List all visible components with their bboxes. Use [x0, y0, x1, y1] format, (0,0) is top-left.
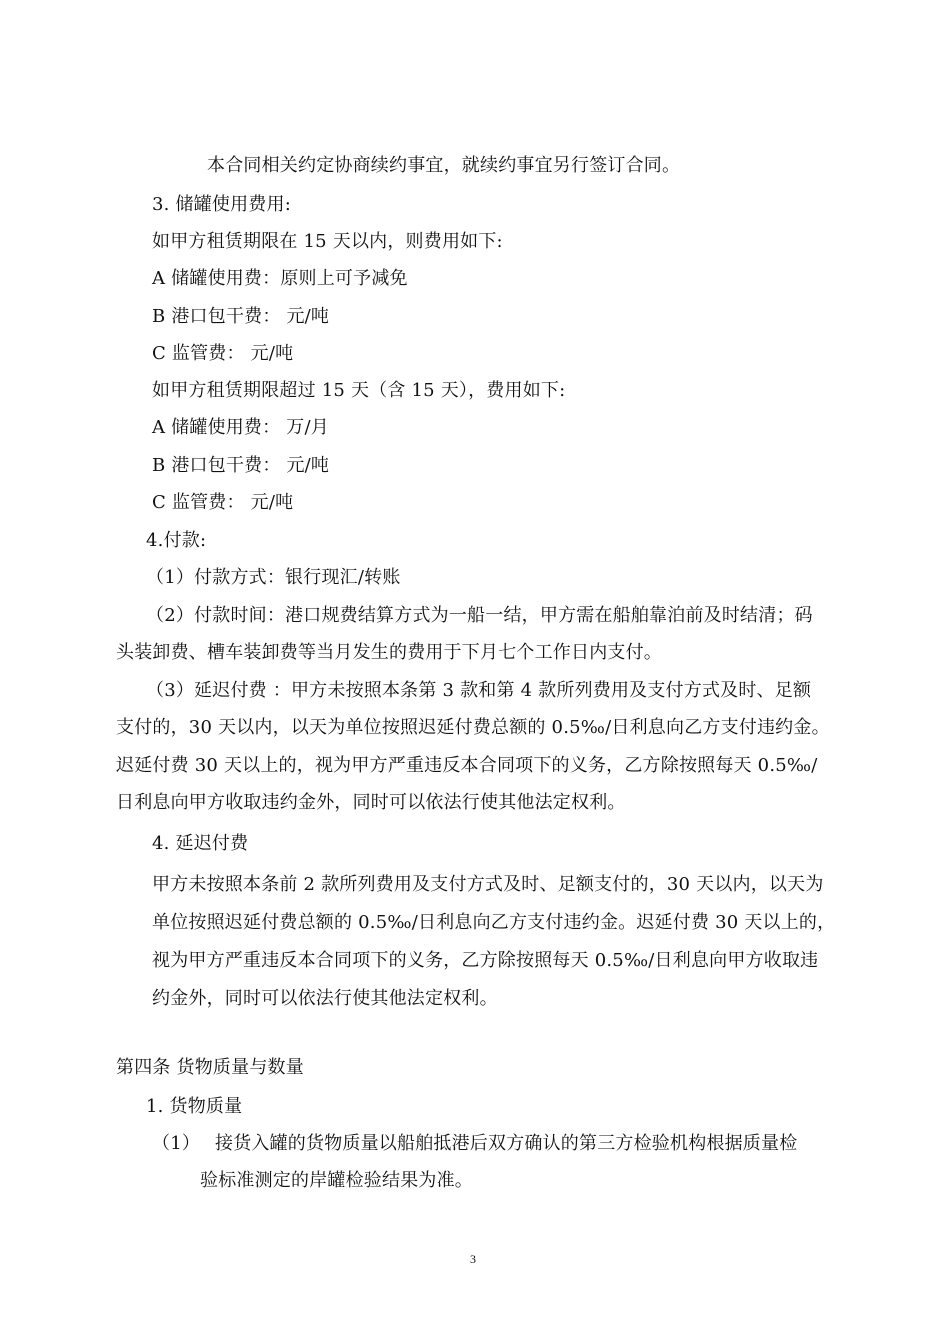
subsection-heading: 1. 货物质量 — [146, 1096, 243, 1117]
text-line: 日利息向甲方收取违约金外，同时可以依法行使其他法定权利。 — [116, 792, 626, 813]
section-heading: 4.付款: — [146, 530, 207, 551]
article-heading: 第四条 货物质量与数量 — [116, 1057, 304, 1078]
item-number: （1） — [152, 1133, 201, 1154]
section-heading: 4. 延迟付费 — [152, 833, 249, 854]
text-line: 本合同相关约定协商续约事宜，就续约事宜另行签订合同。 — [207, 155, 681, 176]
section-heading: 3. 储罐使用费用: — [152, 194, 291, 215]
text-line: 如甲方租赁期限超过 15 天（含 15 天），费用如下: — [152, 380, 566, 401]
text-line: 单位按照迟延付费总额的 0.5‰/日利息向乙方支付违约金。迟延付费 30 天以上的， — [152, 912, 836, 933]
text-line: （3）延迟付费 ：甲方未按照本条第 3 款和第 4 款所列费用及支付方式及时、足额 — [146, 680, 812, 701]
text-line: 验标准测定的岸罐检验结果为准。 — [200, 1170, 473, 1191]
text-line: 接货入罐的货物质量以船舶抵港后双方确认的第三方检验机构根据质量检 — [215, 1133, 798, 1154]
text-line: B 港口包干费： 元/吨 — [152, 455, 330, 476]
page-number: 3 — [470, 1252, 476, 1266]
text-line: 如甲方租赁期限在 15 天以内，则费用如下: — [152, 231, 503, 252]
text-line: 迟延付费 30 天以上的，视为甲方严重违反本合同项下的义务，乙方除按照每天 0.5‰/ — [116, 755, 818, 776]
text-line: C 监管费： 元/吨 — [152, 343, 294, 364]
text-line: （2）付款时间：港口规费结算方式为一船一结，甲方需在船舶靠泊前及时结清；码 — [146, 605, 813, 626]
text-line: 支付的，30 天以内，以天为单位按照迟延付费总额的 0.5‰/日利息向乙方支付违约金。 — [116, 717, 830, 738]
text-line: A 储罐使用费： 万/月 — [152, 417, 329, 438]
text-line: 甲方未按照本条前 2 款所列费用及支付方式及时、足额支付的，30 天以内，以天为 — [152, 874, 824, 895]
text-line: （1）付款方式：银行现汇/转账 — [146, 567, 401, 588]
text-line: A 储罐使用费：原则上可予减免 — [152, 268, 408, 289]
text-line: 视为甲方严重违反本合同项下的义务，乙方除按照每天 0.5‰/日利息向甲方收取违 — [152, 950, 819, 971]
text-line: B 港口包干费： 元/吨 — [152, 306, 330, 327]
text-line: 约金外，同时可以依法行使其他法定权利。 — [152, 988, 498, 1009]
text-line: 头装卸费、槽车装卸费等当月发生的费用于下月七个工作日内支付。 — [116, 642, 662, 663]
text-line: C 监管费： 元/吨 — [152, 492, 294, 513]
